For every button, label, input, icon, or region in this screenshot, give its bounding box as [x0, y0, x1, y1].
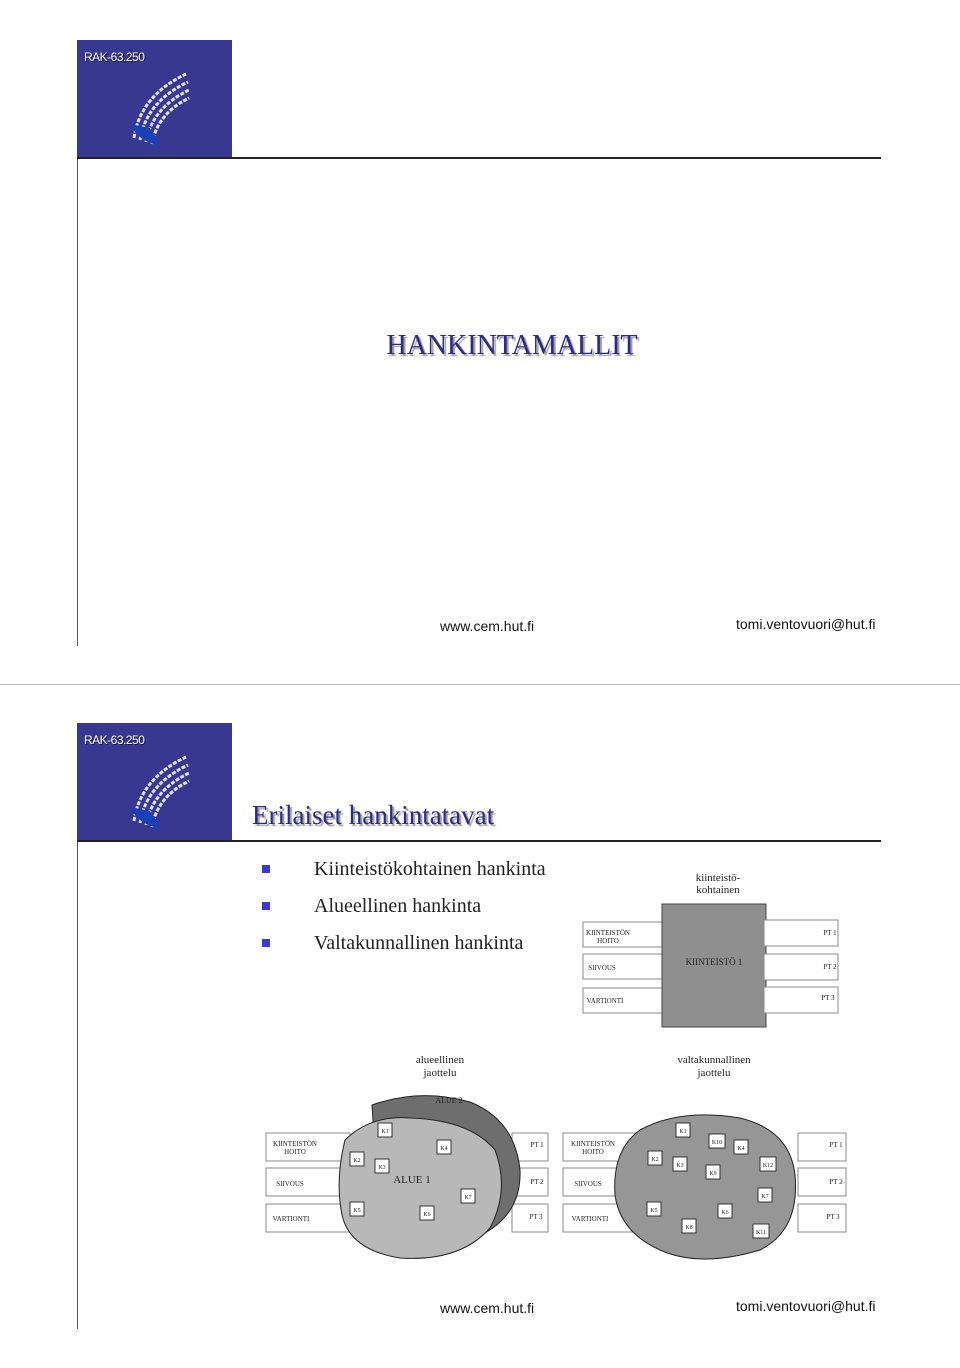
- k-label: K11: [755, 1230, 767, 1236]
- k-label: K9: [709, 1171, 717, 1177]
- k-label: K3: [378, 1165, 386, 1171]
- service-label: KIINTEISTÖN: [571, 1140, 615, 1148]
- k-label: K1: [381, 1129, 389, 1135]
- service-label: HOITO: [597, 937, 619, 945]
- k-label: K1: [679, 1129, 687, 1135]
- k-label: K7: [761, 1194, 769, 1200]
- slide-title: HANKINTAMALLIT: [386, 330, 638, 361]
- service-label: VARTIONTI: [272, 1215, 310, 1223]
- pt-label: PT 3: [821, 994, 835, 1002]
- area-label: ALUE 2: [435, 1096, 463, 1105]
- service-label: HOITO: [582, 1148, 604, 1156]
- caption-line2: jaottelu: [423, 1067, 457, 1079]
- k-label: K10: [711, 1140, 723, 1146]
- caption-line1: kiinteistö-: [695, 872, 741, 884]
- caption-line1: alueellinen: [415, 1054, 465, 1066]
- k-label: K6: [423, 1212, 431, 1218]
- k-label: K8: [685, 1225, 693, 1231]
- footer-email: tomi.ventovuori@hut.fi: [736, 1298, 876, 1314]
- k-label: K12: [762, 1163, 774, 1169]
- caption-line2: kohtainen: [696, 884, 740, 896]
- k-label: K3: [676, 1163, 684, 1169]
- k-label: K2: [651, 1157, 659, 1163]
- service-label: SIIVOUS: [574, 1180, 602, 1188]
- area-blob: [339, 1118, 501, 1259]
- k-label: K7: [464, 1195, 472, 1201]
- course-code: RAK-63.250: [84, 733, 145, 747]
- area-label: ALUE 1: [393, 1174, 431, 1186]
- pt-label: PT 3: [529, 1213, 543, 1221]
- k-label: K4: [440, 1146, 448, 1152]
- property-label: KIINTEISTÖ 1: [685, 957, 743, 967]
- footer-url: www.cem.hut.fi: [440, 1300, 535, 1316]
- k-label: K2: [353, 1158, 361, 1164]
- k-label: K5: [353, 1208, 361, 1214]
- footer-url: www.cem.hut.fi: [440, 618, 535, 634]
- pt-label: PT 1: [823, 929, 837, 937]
- service-label: VARTIONTI: [571, 1215, 609, 1223]
- caption-line2: jaottelu: [697, 1067, 731, 1079]
- list-item: Kiinteistökohtainen hankinta: [262, 858, 546, 895]
- pt-label: PT 1: [829, 1141, 843, 1149]
- k-label: K5: [650, 1208, 658, 1214]
- pt-label: PT 2: [530, 1178, 544, 1186]
- diagram-property-specific: [583, 872, 838, 1027]
- service-label: SIIVOUS: [588, 964, 616, 972]
- diagram-regional: [266, 1054, 548, 1258]
- slide-title: Erilaiset hankintatavat: [252, 800, 495, 830]
- service-label: KIINTEISTÖN: [586, 929, 630, 937]
- caption-line1: valtakunnallinen: [677, 1054, 751, 1066]
- k-label: K6: [721, 1210, 729, 1216]
- pt-label: PT 2: [829, 1178, 843, 1186]
- course-code: RAK-63.250: [84, 50, 145, 64]
- pt-label: PT 3: [826, 1213, 840, 1221]
- k-label: K4: [737, 1146, 745, 1152]
- pt-label: PT 2: [823, 963, 837, 971]
- service-label: KIINTEISTÖN: [273, 1140, 317, 1148]
- footer-email: tomi.ventovuori@hut.fi: [736, 616, 876, 632]
- service-label: HOITO: [284, 1148, 306, 1156]
- service-label: VARTIONTI: [586, 997, 624, 1005]
- list-item: Alueellinen hankinta: [262, 895, 546, 932]
- pt-label: PT 1: [530, 1141, 544, 1149]
- service-label: SIIVOUS: [276, 1180, 304, 1188]
- diagram-national: [563, 1054, 846, 1259]
- list-item: Valtakunnallinen hankinta: [262, 932, 546, 969]
